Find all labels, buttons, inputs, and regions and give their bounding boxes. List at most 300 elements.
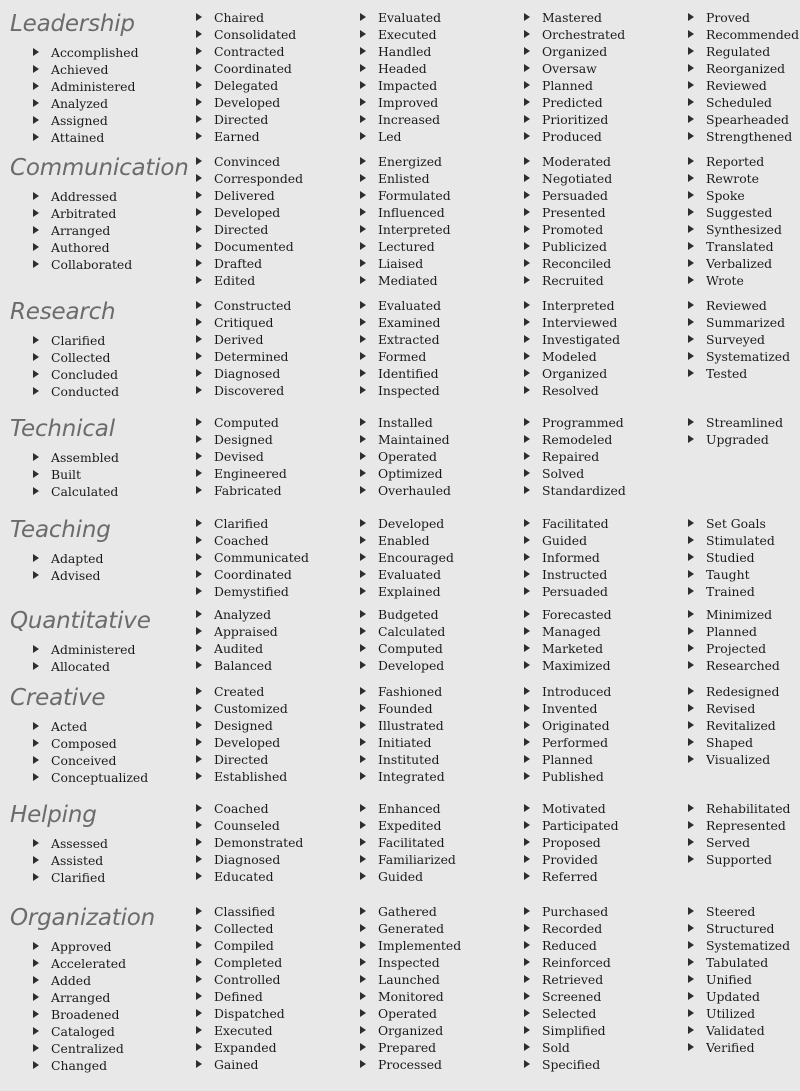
verb-label: Purchased [542, 904, 609, 919]
list-item [196, 800, 303, 817]
list-item [33, 95, 139, 112]
verb-label: Conceived [51, 753, 117, 768]
list-item [688, 431, 783, 448]
list-item [524, 1005, 611, 1022]
verb-label: Retrieved [542, 972, 604, 987]
bullet-triangle-icon [524, 1043, 530, 1051]
verb-label: Derived [214, 332, 264, 347]
bullet-triangle-icon [33, 942, 39, 950]
list-item [360, 348, 441, 365]
bullet-triangle-icon [688, 1043, 694, 1051]
list-item [360, 187, 451, 204]
verb-label: Defined [214, 989, 263, 1004]
bullet-triangle-icon [688, 1009, 694, 1017]
list-item [196, 971, 285, 988]
bullet-triangle-icon [688, 941, 694, 949]
list-item [524, 94, 625, 111]
verb-label: Collected [214, 921, 274, 936]
bullet-triangle-icon [33, 1010, 39, 1018]
list-item [33, 222, 132, 239]
list-item [524, 937, 611, 954]
verb-column [33, 550, 103, 584]
verb-label: Inspected [378, 955, 440, 970]
list-item [196, 532, 309, 549]
verb-label: Improved [378, 95, 439, 110]
verb-label: Adapted [51, 551, 104, 566]
list-item [688, 751, 779, 768]
bullet-triangle-icon [196, 30, 202, 38]
verb-label: Expedited [378, 818, 442, 833]
verb-label: Modeled [542, 349, 597, 364]
list-item [688, 255, 782, 272]
bullet-triangle-icon [196, 519, 202, 527]
bullet-triangle-icon [524, 721, 530, 729]
verb-label: Suggested [706, 205, 773, 220]
verb-label: Coordinated [214, 61, 292, 76]
bullet-triangle-icon [360, 975, 366, 983]
list-item [524, 348, 620, 365]
bullet-triangle-icon [360, 115, 366, 123]
bullet-triangle-icon [360, 1043, 366, 1051]
bullet-triangle-icon [688, 225, 694, 233]
bullet-triangle-icon [196, 132, 202, 140]
bullet-triangle-icon [360, 821, 366, 829]
list-item [688, 834, 790, 851]
bullet-triangle-icon [360, 804, 366, 812]
bullet-triangle-icon [524, 208, 530, 216]
list-item [688, 903, 790, 920]
verb-label: Investigated [542, 332, 621, 347]
verb-column [524, 153, 612, 289]
verb-column [688, 606, 780, 674]
bullet-triangle-icon [688, 242, 694, 250]
verb-label: Organized [542, 44, 608, 59]
verb-label: Referred [542, 869, 598, 884]
verb-label: Addressed [51, 189, 118, 204]
list-item [196, 988, 285, 1005]
verb-label: Energized [378, 154, 442, 169]
list-item [360, 988, 461, 1005]
verb-label: Minimized [706, 607, 773, 622]
list-item [360, 465, 451, 482]
list-item [688, 128, 799, 145]
list-item [688, 272, 782, 289]
list-item [33, 188, 132, 205]
list-item [33, 989, 126, 1006]
list-item [360, 583, 454, 600]
list-item [688, 365, 790, 382]
list-item [33, 1006, 126, 1023]
bullet-triangle-icon [33, 387, 39, 395]
list-item [360, 903, 461, 920]
list-item [360, 1056, 461, 1073]
list-item [688, 238, 782, 255]
bullet-triangle-icon [524, 627, 530, 635]
verb-label: Facilitated [378, 835, 445, 850]
list-item [524, 851, 619, 868]
verb-label: Invented [542, 701, 598, 716]
verb-label: Motivated [542, 801, 606, 816]
verb-label: Planned [542, 752, 593, 767]
list-item [360, 1005, 461, 1022]
bullet-triangle-icon [33, 99, 39, 107]
bullet-triangle-icon [196, 1026, 202, 1034]
verb-label: Formed [378, 349, 427, 364]
verb-label: Negotiated [542, 171, 613, 186]
verb-label: Surveyed [706, 332, 765, 347]
verb-label: Structured [706, 921, 775, 936]
bullet-triangle-icon [196, 115, 202, 123]
list-item [688, 532, 775, 549]
bullet-triangle-icon [360, 992, 366, 1000]
list-item [196, 77, 296, 94]
verb-label: Documented [214, 239, 294, 254]
verb-column [33, 44, 139, 146]
list-item [688, 549, 775, 566]
bullet-triangle-icon [524, 821, 530, 829]
list-item [524, 77, 625, 94]
verb-label: Founded [378, 701, 433, 716]
list-item [33, 483, 119, 500]
verb-label: Budgeted [378, 607, 439, 622]
list-item [524, 583, 609, 600]
verb-label: Operated [378, 449, 437, 464]
list-item [360, 851, 456, 868]
verb-label: Sold [542, 1040, 570, 1055]
bullet-triangle-icon [524, 47, 530, 55]
bullet-triangle-icon [360, 301, 366, 309]
list-item [33, 366, 119, 383]
verb-label: Conducted [51, 384, 120, 399]
bullet-triangle-icon [33, 82, 39, 90]
list-item [524, 153, 612, 170]
bullet-triangle-icon [688, 644, 694, 652]
list-item [360, 26, 441, 43]
verb-label: Developed [378, 658, 445, 673]
list-item [33, 205, 132, 222]
verb-label: Inspected [378, 383, 440, 398]
bullet-triangle-icon [33, 353, 39, 361]
list-item [688, 111, 799, 128]
list-item [196, 920, 285, 937]
verb-label: Interviewed [542, 315, 618, 330]
list-item [196, 94, 296, 111]
list-item [196, 515, 309, 532]
verb-label: Completed [214, 955, 283, 970]
bullet-triangle-icon [360, 627, 366, 635]
list-item [196, 1039, 285, 1056]
list-item [524, 314, 620, 331]
list-item [524, 1039, 611, 1056]
verb-label: Constructed [214, 298, 292, 313]
list-item [33, 567, 103, 584]
bullet-triangle-icon [360, 13, 366, 21]
verb-label: Appraised [214, 624, 278, 639]
verb-label: Maximized [542, 658, 611, 673]
bullet-triangle-icon [524, 975, 530, 983]
verb-label: Performed [542, 735, 609, 750]
list-item [688, 221, 782, 238]
list-item [524, 700, 611, 717]
list-item [360, 566, 454, 583]
verb-label: Publicized [542, 239, 607, 254]
verb-label: Coached [214, 801, 269, 816]
bullet-triangle-icon [688, 855, 694, 863]
bullet-triangle-icon [196, 627, 202, 635]
verb-label: Revitalized [706, 718, 776, 733]
list-item [33, 44, 139, 61]
verb-column [196, 9, 296, 145]
list-item [196, 683, 288, 700]
bullet-triangle-icon [33, 662, 39, 670]
list-item [524, 817, 619, 834]
bullet-triangle-icon [524, 738, 530, 746]
verb-label: Implemented [378, 938, 462, 953]
list-item [360, 700, 445, 717]
verb-label: Rewrote [706, 171, 759, 186]
verb-label: Produced [542, 129, 602, 144]
verb-label: Specified [542, 1057, 601, 1072]
list-item [196, 314, 291, 331]
verb-label: Directed [214, 752, 269, 767]
bullet-triangle-icon [688, 553, 694, 561]
list-item [524, 988, 611, 1005]
verb-label: Simplified [542, 1023, 606, 1038]
bullet-triangle-icon [33, 192, 39, 200]
verb-label: Developed [214, 205, 281, 220]
verb-label: Encouraged [378, 550, 454, 565]
list-item [688, 77, 799, 94]
bullet-triangle-icon [688, 570, 694, 578]
list-item [688, 170, 782, 187]
bullet-triangle-icon [33, 856, 39, 864]
list-item [360, 9, 441, 26]
verb-label: Calculated [378, 624, 446, 639]
list-item [196, 331, 291, 348]
bullet-triangle-icon [524, 452, 530, 460]
list-item [196, 937, 285, 954]
list-item [360, 448, 451, 465]
list-item [524, 187, 612, 204]
bullet-triangle-icon [524, 81, 530, 89]
verb-label: Supported [706, 852, 772, 867]
bullet-triangle-icon [360, 587, 366, 595]
bullet-triangle-icon [360, 469, 366, 477]
list-item [360, 204, 451, 221]
verb-label: Impacted [378, 78, 438, 93]
bullet-triangle-icon [524, 1026, 530, 1034]
verb-label: Reviewed [706, 78, 767, 93]
verb-label: Influenced [378, 205, 445, 220]
verb-column [524, 515, 609, 600]
verb-label: Arranged [51, 223, 111, 238]
bullet-triangle-icon [524, 242, 530, 250]
verb-label: Collaborated [51, 257, 133, 272]
bullet-triangle-icon [688, 115, 694, 123]
verb-label: Devised [214, 449, 264, 464]
list-item [524, 26, 625, 43]
verb-column [524, 606, 612, 674]
bullet-triangle-icon [524, 318, 530, 326]
bullet-triangle-icon [524, 276, 530, 284]
bullet-triangle-icon [688, 369, 694, 377]
list-item [196, 111, 296, 128]
bullet-triangle-icon [33, 260, 39, 268]
bullet-triangle-icon [688, 821, 694, 829]
bullet-triangle-icon [524, 924, 530, 932]
bullet-triangle-icon [196, 242, 202, 250]
verb-label: Optimized [378, 466, 443, 481]
list-item [360, 768, 445, 785]
list-item [688, 414, 783, 431]
verb-label: Chaired [214, 10, 264, 25]
list-item [688, 920, 790, 937]
list-item [360, 657, 445, 674]
bullet-triangle-icon [360, 81, 366, 89]
list-item [524, 717, 611, 734]
verb-label: Reinforced [542, 955, 611, 970]
bullet-triangle-icon [33, 756, 39, 764]
list-item [524, 734, 611, 751]
bullet-triangle-icon [688, 721, 694, 729]
verb-label: Presented [542, 205, 606, 220]
list-item [360, 77, 441, 94]
verb-label: Programmed [542, 415, 624, 430]
bullet-triangle-icon [196, 941, 202, 949]
verb-label: Mastered [542, 10, 602, 25]
bullet-triangle-icon [196, 174, 202, 182]
verb-label: Steered [706, 904, 756, 919]
bullet-triangle-icon [196, 1043, 202, 1051]
verb-label: Directed [214, 222, 269, 237]
list-item [524, 204, 612, 221]
verb-label: Repaired [542, 449, 600, 464]
list-item [33, 869, 108, 886]
verb-label: Led [378, 129, 402, 144]
list-item [524, 43, 625, 60]
list-item [360, 170, 451, 187]
bullet-triangle-icon [196, 435, 202, 443]
bullet-triangle-icon [196, 318, 202, 326]
bullet-triangle-icon [360, 1009, 366, 1017]
bullet-triangle-icon [524, 157, 530, 165]
list-item [688, 623, 780, 640]
verb-column [196, 606, 278, 674]
list-item [196, 768, 288, 785]
list-item [360, 971, 461, 988]
list-item [524, 971, 611, 988]
verb-label: Calculated [51, 484, 119, 499]
bullet-triangle-icon [360, 661, 366, 669]
verb-label: Critiqued [214, 315, 274, 330]
bullet-triangle-icon [196, 369, 202, 377]
bullet-triangle-icon [360, 276, 366, 284]
bullet-triangle-icon [688, 418, 694, 426]
list-item [360, 272, 451, 289]
bullet-triangle-icon [524, 570, 530, 578]
verb-label: Utilized [706, 1006, 756, 1021]
verb-label: Validated [706, 1023, 765, 1038]
verb-label: Initiated [378, 735, 432, 750]
bullet-triangle-icon [688, 704, 694, 712]
list-item [360, 532, 454, 549]
verb-label: Changed [51, 1058, 108, 1073]
bullet-triangle-icon [360, 47, 366, 55]
bullet-triangle-icon [688, 191, 694, 199]
verb-label: Dispatched [214, 1006, 285, 1021]
verb-label: Acted [51, 719, 88, 734]
verb-column [688, 903, 790, 1056]
bullet-triangle-icon [524, 644, 530, 652]
verb-label: Evaluated [378, 567, 442, 582]
bullet-triangle-icon [524, 98, 530, 106]
bullet-triangle-icon [196, 536, 202, 544]
verb-column [360, 515, 454, 600]
bullet-triangle-icon [360, 157, 366, 165]
bullet-triangle-icon [688, 435, 694, 443]
bullet-triangle-icon [196, 259, 202, 267]
list-item [360, 1022, 461, 1039]
verb-label: Classified [214, 904, 276, 919]
verb-column [33, 835, 108, 886]
verb-label: Designed [214, 718, 273, 733]
bullet-triangle-icon [688, 98, 694, 106]
verb-label: Spoke [706, 188, 745, 203]
bullet-triangle-icon [360, 132, 366, 140]
list-item [196, 414, 287, 431]
verb-label: Tabulated [706, 955, 769, 970]
list-item [33, 752, 148, 769]
verb-label: Collected [51, 350, 111, 365]
verb-label: Handled [378, 44, 432, 59]
verb-label: Reconciled [542, 256, 612, 271]
list-item [360, 482, 451, 499]
list-item [196, 566, 309, 583]
list-item [360, 221, 451, 238]
bullet-triangle-icon [688, 13, 694, 21]
bullet-triangle-icon [524, 1009, 530, 1017]
list-item [524, 532, 609, 549]
verb-label: Informed [542, 550, 600, 565]
verb-column [688, 9, 799, 145]
bullet-triangle-icon [524, 30, 530, 38]
list-item [33, 658, 135, 675]
verb-label: Published [542, 769, 604, 784]
verb-column [196, 153, 303, 289]
verb-column [196, 515, 309, 600]
bullet-triangle-icon [360, 704, 366, 712]
bullet-triangle-icon [196, 1009, 202, 1017]
bullet-triangle-icon [33, 243, 39, 251]
verb-label: Summarized [706, 315, 786, 330]
bullet-triangle-icon [688, 30, 694, 38]
bullet-triangle-icon [688, 208, 694, 216]
verb-label: Earned [214, 129, 260, 144]
list-item [688, 1039, 790, 1056]
verb-column [524, 297, 620, 399]
list-item [196, 583, 309, 600]
bullet-triangle-icon [688, 627, 694, 635]
bullet-triangle-icon [196, 276, 202, 284]
list-item [196, 187, 303, 204]
verb-label: Guided [542, 533, 588, 548]
verb-label: Examined [378, 315, 441, 330]
list-item [33, 383, 119, 400]
list-item [524, 9, 625, 26]
verb-label: Instructed [542, 567, 608, 582]
verb-label: Arranged [51, 990, 111, 1005]
verb-label: Enhanced [378, 801, 441, 816]
